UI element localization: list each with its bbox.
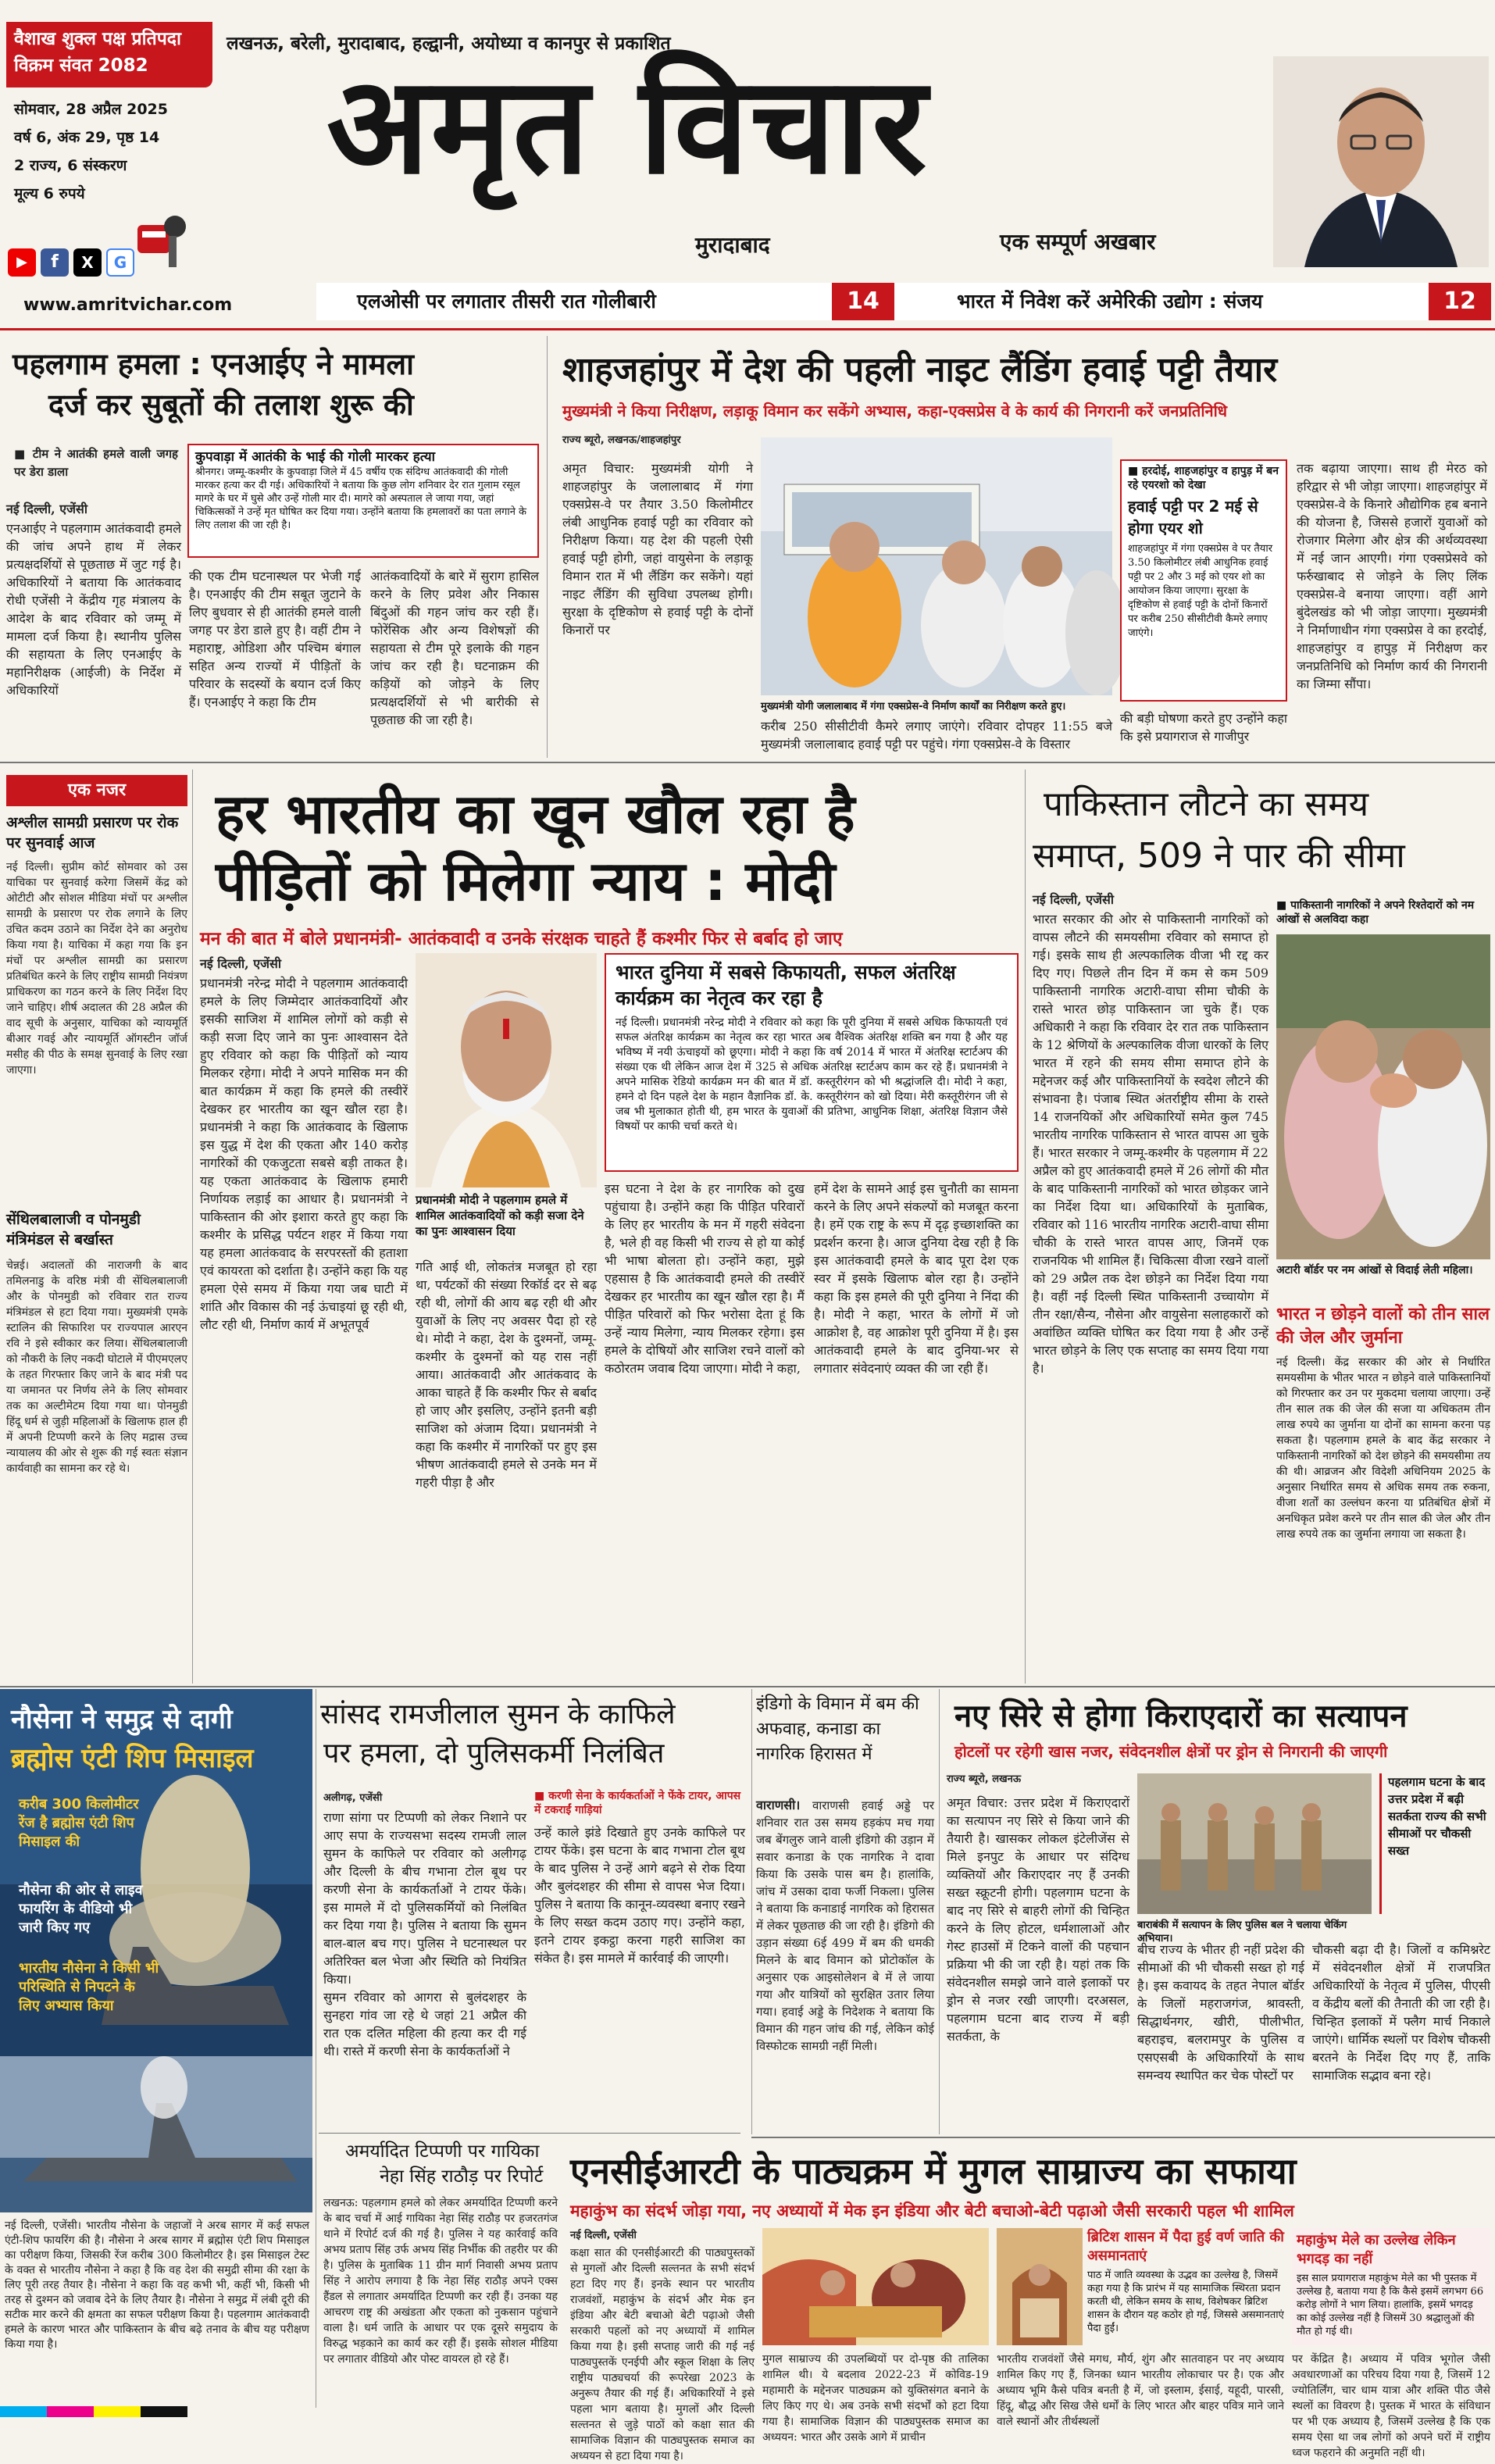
- modi-dateline: नई दिल्ली, एजेंसी: [200, 956, 281, 971]
- tenants-subhead: होटलों पर रहेगी खास नजर, संवेदनशील क्षेत्रों पर ड्रोन से निगरानी की जाएगी: [954, 1742, 1388, 1761]
- airstrip-dateline: राज्य ब्यूरो, लखनऊ/शाहजहांपुर: [562, 434, 681, 446]
- airstrip-side-box: [1120, 459, 1287, 702]
- modi-headline-1: हर भारतीय का खून खौल रहा है: [216, 782, 855, 846]
- airstrip-col-1: अमृत विचार: मुख्यमंत्री योगी ने शाहजहांपुर के जलालाबाद में गंगा एक्सप्रेस-वे पर तैयार 3.50 किलोमीटर लंबी आधुनिक हवाई पट्टी का रविवार को निरीक्षण किया। यह देश की पहली ऐसी हवाई पट्टी होगी, जहां वायुसेना के लड़ाकू विमान रात में भी लैंडिंग कर सकेंगे। यहां नाइट लैंडिंग की सुविधा उपलब्ध होगी। सुरक्षा के दृष्टिकोण से हवाई पट्टी के दोनों किनारों पर: [562, 461, 753, 637]
- indigo-headline: इंडिगो के विमान में बम की अफवाह, कनाडा का नागरिक हिरासत में: [756, 1694, 919, 1764]
- sep-nia-airstrip: [547, 336, 548, 758]
- modi-space-box: [605, 953, 1019, 1172]
- pak-jail-box-body: नई दिल्ली। केंद्र सरकार की ओर से निर्धारित समयसीमा के भीतर भारत न छोड़ने वाले पाकिस्तानियों को गिरफ्तार कर उन पर मुकदमा चलाया जाएगा। उन्हें तीन साल तक की जेल की सजा या अधिकतम तीन लाख रुपये का जुर्माना या दोनों का सामना करना पड़ सकता है। पहलगाम हमले के बाद केंद्र सरकार ने पाकिस्तानी नागरिकों को देश छोड़ने की समयसीमा तय की थी। आव्रजन और विदेशी अधिनियम 2025 के अनुसार निर्धारित समय से अधिक समय तक रुकना, वीजा शर्तों का उल्लंघन करना या प्रतिबंधित क्षेत्रों में अनधिकृत प्रवेश करने पर तीन साल की जेल और तीन लाख रुपये तक का जुर्माना लगाया जा सकता है।: [1276, 1356, 1490, 1541]
- tenants-side-box-text: पहलगाम घटना के बाद उत्तर प्रदेश में बढ़ी सतर्कता राज्य की सभी सीमाओं पर चौकसी सख्त: [1388, 1775, 1486, 1858]
- registration-cyan: [0, 2406, 47, 2417]
- teaser-strip: [316, 283, 1491, 320]
- edition-states: 2 राज्य, 6 संस्करण: [14, 157, 127, 174]
- nia-box: [187, 444, 539, 558]
- navy-point-2: नौसेना की ओर से लाइव फायरिंग के वीडियो भी जारी किए गए: [19, 1882, 143, 1936]
- ncert-col-3: भारतीय राजवंशों जैसे मगध, मौर्य, शुंग और सातवाहन पर नए अध्याय शामिल किए गए हैं, जिनका ध्यान भारतीय लोकाचार पर है। एक और अध्याय भूमि कैसे पवित्र बनती है में, जो इस्लाम, ईसाई, यहूदी, पारसी, हिंदू, बौद्ध और सिख जैसे धर्मों के लिए भारत और बाहर पवित्र माने जाने वाले स्थानों और तीर्थस्थलों: [997, 2353, 1284, 2428]
- nia-box-body: श्रीनगर। जम्मू-कश्मीर के कुपवाड़ा जिले में 45 वर्षीय एक संदिग्ध आतंकवादी की गोली मारकर हत्या कर दी गई। अधिकारियों ने बताया कि कुछ लोग शनिवार देर रात गुलाम रसूल मागरे के घर में घुसे और उन्हें गोली मार दी। मागरे को अस्पताल ले जाया गया, जहां चिकित्सकों ने उन्हें मृत घोषित कर दिया गया। उन्होंने बताया कि हमलावरों का पता लगाने के लिए तलाश की जा रही है।: [195, 466, 527, 531]
- sep-modi-pak: [1025, 770, 1026, 1684]
- ncert-col-2: मुगल साम्राज्य की उपलब्धियों पर दो-पृष्ठ की तालिका शामिल थी। ये बदलाव 2022-23 में कोविड-19 महामारी के मद्देनजर पाठ्यक्रम को युक्तिसंगत बनाने के लिए किए गए थे। अब उनके सभी संदर्भों को हटा दिया गया है। सामाजिक विज्ञान की पाठ्यपुस्तक समाज का अध्ययन: भारत और उसके आगे में प्राचीन: [762, 2353, 989, 2444]
- indigo-body-col: [756, 1797, 934, 2125]
- teaser-2-page: 12: [1443, 287, 1476, 315]
- airstrip-side-head: हवाई पट्टी पर 2 मई से होगा एयर शो: [1128, 497, 1258, 537]
- modi-col-4: हमें देश के सामने आई इस चुनौती का सामना करने के लिए अपने संकल्पों को मजबूत करना है। हमें एक राष्ट्र के रूप में दृढ़ इच्छाशक्ति का प्रदर्शन करना है। आज दुनिया देख रही है कि इस आतंकवादी हमले के बाद पूरा देश एक स्वर में इसके खिलाफ बोल रहा है। उन्होंने कहा कि इस हमले की पूरी दुनिया ने निंदा की है। मोदी ने कहा, भारत के लोगों में जो आक्रोश है, वह आक्रोश पूरी दुनिया में है। इस आतंकवादी हमले के बाद दुनिया-भर से लगातार संवेदनाएं व्यक्त की जा रही हैं।: [814, 1181, 1019, 1376]
- nia-kicker: ■ टीम ने आतंकी हमले वाली जगह पर डेरा डाला: [14, 447, 178, 479]
- teaser-1-page: 14: [847, 287, 880, 315]
- modi-space-box-title: भारत दुनिया में सबसे किफायती, सफल अंतरिक्ष कार्यक्रम का नेतृत्व कर रहा है: [615, 961, 956, 1009]
- facebook-icon[interactable]: f: [41, 248, 69, 277]
- teaser-1-text: एलओसी पर लगातार तीसरी रात गोलीबारी: [357, 290, 656, 312]
- singer-headline-1: अमर्यादित टिप्पणी पर गायिका: [345, 2141, 540, 2162]
- ek-nazar-item2-body: चेन्नई। अदालतों की नाराजगी के बाद तमिलनाडु के वरिष्ठ मंत्री वी सेंथिलबालाजी और के पोनमुडी को रविवार रात राज्य मंत्रिमंडल से हटा दिया गया। मुख्यमंत्री एमके स्टालिन की सिफारिश पर राज्यपाल आरएन रवि ने इसे स्वीकार कर लिया। सेंथिलबालाजी को नौकरी के लिए नकदी घोटाले में पीएमएलए के तहत गिरफ्तार किए जाने के बाद मंत्री पद या जमानत पर निर्णय लेने के लिए सोमवार तक का अल्टीमेटम दिया गया था। पोनमुडी हिंदू धर्म से जुड़ी महिलाओं के खिलाफ हाल ही में अपनी टिप्पणी करने के लिए मद्रास उच्च न्यायालय की ओर से शुरू की गई स्वतः संज्ञान कार्यवाही का सामना कर रहे थे।: [6, 1259, 187, 1475]
- modi-photo-caption: प्रधानमंत्री मोदी ने पहलगाम हमले में शामिल आतंकवादियों को कड़ी सजा देने का पुनः आश्वासन दिया: [416, 1193, 584, 1238]
- edition-volume: वर्ष 6, अंक 29, पृष्ठ 14: [14, 129, 160, 146]
- navy-headline-2: ब्रह्मोस एंटी शिप मिसाइल: [11, 1743, 254, 1774]
- x-icon[interactable]: X: [73, 248, 102, 277]
- registration-yellow: [94, 2406, 141, 2417]
- nia-col-2: की एक टीम घटनास्थल पर भेजी गई है। एनआईए की टीम सबूत जुटाने के लिए बुधवार से ही आतंकी हमले वाली जगह पर डेरा डाले हुए है। वहीं टीम ने महाराष्ट्र, ओडिशा और पश्चिम बंगाल सहित अन्य राज्यों में पीड़ितों के परिवार के सदस्यों के बयान दर्ज किए हैं। एनआईए ने कहा कि टीम: [189, 569, 361, 709]
- sep-row1: [0, 762, 1495, 763]
- sep-row3: [751, 2137, 1495, 2138]
- airstrip-col-4: तक बढ़ाया जाएगा। साथ ही मेरठ को हरिद्वार से भी जोड़ा जाएगा। शाहजहांपुर में एक्सप्रेस-वे के किनारे औद्योगिक हब बनाने की योजना है, जिससे हजारों युवाओं को रोजगार मिलेगा और क्षेत्र की अर्थव्यवस्था में नई जान आएगी। गंगा एक्सप्रेसवे को फर्रुखाबाद से जोड़ने के लिए लिंक एक्सप्रेस-वे बनाया जाएगा। वहीं आगे बुंदेलखंड को भी जोड़ा जाएगा। मुख्यमंत्री ने निर्माणाधीन गंगा एक्सप्रेस वे का हरदोई, शाहजहांपुर व हापुड़ में निरीक्षण कर जनप्रतिनिधि को निर्माण कार्य की निगरानी का जिम्मा सौंपा।: [1297, 461, 1487, 691]
- registration-magenta: [47, 2406, 94, 2417]
- teaser-2[interactable]: [894, 283, 1429, 320]
- ncert-box-1-body: पाठ में जाति व्यवस्था के उद्भव का उल्लेख है, जिसमें कहा गया है कि प्रारंभ में यह सामाजिक स्थिरता प्रदान करती थी, लेकिन समय के साथ, विशेषकर ब्रिटिश शासन के दौरान यह कठोर हो गई, जिससे असमानताएं पैदा हुईं।: [1087, 2269, 1284, 2334]
- tenants-col-3: चौकसी बढ़ा दी है। जिलों व कमिश्नरेट में संवेदनशील क्षेत्रों में राजपत्रित अधिकारियों के नेतृत्व में पुलिस, पीएसी व केंद्रीय बलों की तैनाती की जा रही है। चिन्हित इलाकों में फ्लैग मार्च निकाले जाएंगे। धार्मिक स्थलों पर विशेष चौकसी बरतने के निर्देश दिए गए हैं, ताकि सामाजिक सद्भाव बना रहे।: [1312, 1942, 1490, 2083]
- navy-headline-1: नौसेना ने समुद्र से दागी: [11, 1704, 233, 1735]
- pak-body-1: भारत सरकार की ओर से पाकिस्तानी नागरिकों को वापस लौटने की समयसीमा रविवार को समाप्त हो गई। इसके साथ ही अल्पकालिक वीजा भी रद्द कर दिए गए। पिछले तीन दिन में कम से कम 509 पाकिस्तानी नागरिक अटारी-वाघा सीमा चौकी के रास्ते भारत छोड़ पाकिस्तान जा चुके हैं। एक अधिकारी ने कहा कि रविवार देर रात तक पाकिस्तान के 12 श्रेणियों के अल्पकालिक वीजा धारकों के लिए भारत में रहने की समय सीमा समाप्त होने के मद्देनजर कई और पाकिस्तानियों के स्वदेश लौटने की संभावना है। पंजाब स्थित अंतर्राष्ट्रीय सीमा के रास्ते 14 राजनयिकों और अधिकारियों समेत कुल 745 भारतीय नागरिक पाकिस्तान से भारत वापस आ चुके हैं। भारत सरकार ने जम्मू-कश्मीर के पहलगाम में 22 अप्रैल को हुए आतंकवादी हमले में 26 लोगों की मौत के बाद पाकिस्तानी नागरिकों को भारत छोड़कर जाने का निर्देश दिया था। अधिकारियों के मुताबिक, रविवार को 116 भारतीय नागरिक अटारी-वाघा सीमा चौकी के रास्ते भारत वापस आए, जिनमें एक राजनयिक भी शामिल हैं। चिकित्सा वीजा रखने वालों को 29 अप्रैल तक देश छोड़ने का निर्देश दिया गया है। वहीं नई दिल्ली स्थित पाकिस्तानी उच्चायोग में तीन रक्षा/सैन्य, नौसेना और वायुसेना सलाहकारों को अवांछित व्यक्ति घोषित कर दिया गया है और उन्हें भारत छोड़ने के लिए एक सप्ताह का समय दिया गया है।: [1033, 912, 1268, 1376]
- modi-col-2: गति आई थी, लोकतंत्र मजबूत हो रहा था, पर्यटकों की संख्या रिकॉर्ड दर से बढ़ रही थी, लोगों की आय बढ़ रही थी और युवाओं के लिए नए अवसर पैदा हो रहे थे। मोदी ने कहा, देश के दुश्मनों, जम्मू-कश्मीर के दुश्मनों को यह रास नहीं आया। आतंकवादी और आतंकवाद के आका चाहते हैं कि कश्मीर फिर से बर्बाद हो जाए और इसलिए, उन्होंने इतनी बड़ी साजिश को अंजाम दिया। प्रधानमंत्री ने कहा कि कश्मीर में नागरिकों पर हुए इस भीषण आतंकवादी हमले से उनके मन में गहरी पीड़ा है और: [416, 1259, 597, 1490]
- tenants-col-1: अमृत विचार: उत्तर प्रदेश में किराएदारों का सत्यापन नए सिरे से किया जाने की तैयारी है। खासकर लोकल इंटेलीजेंस से मिले इनपुट के आधार पर संदिग्ध व्यक्तियों और किराएदार नए हैं उनकी सख्त स्क्रूटनी होगी। पहलगाम घटना के बाद नए सिरे से बाहरी लोगों की चिन्हित करने के लिए होटल, धर्मशालाओं और गेस्ट हाउसों में टिकने वालों की पहचान प्रक्रिया भी की जा रही है। यहां तक कि संवेदनशील समझे जाने वाले इलाकों पर ड्रोन से नजर रखी जाएगी। दरअसल, पहलगाम घटना बाद राज्य में बड़ी सतर्कता, के: [947, 1795, 1129, 2044]
- suman-body-2: सुमन रविवार को आगरा से बुलंदशहर के सुनहरा गांव जा रहे थे जहां 21 अप्रैल की रात एक दलित महिला की हत्या कर दी गई थी। रास्ते में करणी सेना के कार्यकर्ताओं ने: [323, 1990, 526, 2059]
- sep-suman-indigo: [751, 1689, 752, 2134]
- tagline: एक सम्पूर्ण अखबार: [1000, 229, 1156, 255]
- nia-body: एनआईए ने पहलगाम आतंकवादी हमले की जांच अपने हाथ में लेकर प्रत्यक्षदर्शियों से पूछताछ में जुट गई है। अधिकारियों ने बताया कि आतंकवाद रोधी एजेंसी ने केंद्रीय गृह मंत्रालय के आदेश के बाद रविवार को जम्मू में मामला दर्ज किया है। स्थानीय पुलिस की सहायता के लिए एनआईए के महानिरीक्षक (आईजी) के निर्देश में अधिकारियों: [6, 521, 181, 698]
- airstrip-photo: [761, 437, 1112, 695]
- website-url[interactable]: www.amritvichar.com: [23, 295, 233, 315]
- pak-headline-2: समाप्त, 509 ने पार की सीमा: [1033, 836, 1405, 876]
- ek-nazar-item1-body: नई दिल्ली। सुप्रीम कोर्ट सोमवार को उस याचिका पर सुनवाई करेगा जिसमें केंद्र को ओटीटी और सोशल मीडिया मंचों पर अश्लील सामग्री के प्रसारण पर रोक लगाने के लिए उचित कदम उठाने का निर्देश देने का अनुरोध किया गया है। याचिका में कहा गया कि इन मंचों पर अश्लील सामग्री का प्रसारण प्रतिबंधित करने के लिए राष्ट्रीय सामग्री नियंत्रण प्राधिकरण का गठन करने के लिए निर्देश दिए जाने चाहिए। शीर्ष अदालत की 28 अप्रैल की वाद सूची के अनुसार, याचिका को न्यायमूर्ति बीआर गवई और न्यायमूर्ति ऑगस्टीन जॉर्ज मसीह की पीठ के समक्ष सुनवाई के लिए रखा जाएगा।: [6, 861, 187, 1077]
- pak-photo-caption: अटारी बॉर्डर पर नम आंखों से विदाई लेती महिला।: [1276, 1264, 1473, 1277]
- ncert-subhead: महाकुंभ का संदर्भ जोड़ा गया, नए अध्यायों में मेक इन इंडिया और बेटी बचाओ-बेटी पढ़ाओ जैसी सरकारी पहल भी शामिल: [570, 2202, 1294, 2220]
- ncert-box-2: [1292, 2228, 1490, 2345]
- navy-point-3: भारतीय नौसेना ने किसी भी परिस्थिति से निपटने के लिए अभ्यास किया: [19, 1960, 159, 2014]
- nia-dateline: नई दिल्ली, एजेंसी: [6, 502, 87, 516]
- nia-col-1: [6, 500, 181, 750]
- masthead: [0, 0, 1495, 327]
- airstrip-col-3: की बड़ी घोषणा करते हुए उन्होंने कहा कि इसे प्रयागराज से गाजीपुर: [1120, 711, 1287, 744]
- tenants-col-2: बीच राज्य के भीतर ही नहीं प्रदेश की सीमाओं की भी चौकसी सख्त हो गई है। इस कवायद के तहत नेपाल बॉर्डर के जिलों महराजगंज, श्रावस्ती, सिद्धार्थनगर, खीरी, पीलीभीत, बहराइच, बलरामपुर के पुलिस व एसएसबी के अधिकारियों के साथ समन्वय स्थापित कर चेक पोस्टों पर: [1137, 1942, 1304, 2083]
- ncert-box-2-title: महाकुंभ मेले का उल्लेख लेकिन भगदड़ का नहीं: [1297, 2232, 1456, 2267]
- tenants-dateline: राज्य ब्यूरो, लखनऊ: [947, 1773, 1022, 1785]
- modi-photo: [416, 953, 597, 1187]
- suman-body-1: राणा सांगा पर टिप्पणी को लेकर निशाने पर आए सपा के राज्यसभा सदस्य रामजी लाल सुमन के काफिले पर रविवार को अलीगढ़ और दिल्ली के बीच गभाना टोल बूथ पर करणी सेना के कार्यकर्ताओं ने टायर फेंके। इस मामले में दो पुलिसकर्मियों को निलंबित कर दिया गया है। पुलिस ने बताया कि सुमन बाल-बाल बच गए। पुलिस ने घटनास्थल पर अतिरिक्त बल भेजा और स्थिति को नियंत्रित किया।: [323, 1810, 526, 1987]
- indigo-dateline: वाराणसी।: [756, 1798, 801, 1812]
- airstrip-subhead: मुख्यमंत्री ने किया निरीक्षण, लड़ाकू विमान कर सकेंगे अभ्यास, कहा-एक्सप्रेस वे के कार्य की निगरानी करें जनप्रतिनिधि: [562, 402, 1228, 420]
- portrait-photo: [1273, 56, 1489, 267]
- sep-suman-singer: [319, 2133, 740, 2134]
- ncert-painting: [997, 2228, 1083, 2345]
- teaser-1[interactable]: [316, 283, 832, 320]
- teaser-2-text: भारत में निवेश करें अमेरिकी उद्योग : संजय: [957, 290, 1263, 312]
- edition-city: मुरादाबाद: [695, 232, 770, 258]
- ncert-dateline: नई दिल्ली, एजेंसी: [570, 2230, 637, 2241]
- modi-col-1: [200, 955, 408, 1673]
- singer-body: लखनऊ: पहलगाम हमले को लेकर अमर्यादित टिप्पणी करने के बाद चर्चा में आई गायिका नेहा सिंह राठौड़ पर हजरतगंज थाने में रिपोर्ट दर्ज की गई है। पुलिस ने यह कार्रवाई कवि अभय प्रताप सिंह उर्फ अभय सिंह निर्भीक की तहरीर पर की है। पुलिस के मुताबिक 11 ग्रीन मार्ग निवासी अभय प्रताप सिंह ने आरोप लगाया है कि नेहा सिंह राठौड़ अपने एक्स हैंडल से लगातार अमर्यादित टिप्पणी कर रही हैं। उनका यह आचरण राष्ट्र की अखंडता और एकता को नुकसान पहुंचाने वाला है। धर्म जाति के आधार पर एक दूसरे समुदाय के विरुद्ध भड़काने का कार्य कर रही हैं। इसके सोशल मीडिया पर लगातार वीडियो और पोस्ट वायरल हो रहे हैं।: [323, 2197, 558, 2366]
- ncert-box-2-body: इस साल प्रयागराज महाकुंभ मेले का भी पुस्तक में उल्लेख है, बताया गया है कि कैसे इसमें लगभग 66 करोड़ लोगों ने भाग लिया। हालांकि, इसमें भगदड़ का कोई उल्लेख नहीं है जिसमें 30 श्रद्धालुओं की मौत हो गई थी।: [1297, 2273, 1484, 2337]
- airstrip-side-body: शाहजहांपुर में गंगा एक्सप्रेस वे पर तैयार 3.50 किलोमीटर लंबी आधुनिक हवाई पट्टी पर 2 और 3 मई को एयर शो का आयोजन किया जाएगा। सुरक्षा के दृष्टिकोण से हवाई पट्टी के दोनों किनारों पर करीब 250 सीसीटीवी कैमरे लगाए जाएंगे।: [1128, 543, 1273, 639]
- navy-point-1: करीब 300 किलोमीटर रेंज है ब्रह्मोस एंटी शिप मिसाइल की: [19, 1796, 139, 1850]
- airstrip-side-kicker: ■ हरदोई, शाहजहांपुर व हापुड़ में बन रहे एयरशो को देखा: [1128, 465, 1279, 491]
- navy-body: नई दिल्ली, एजेंसी। भारतीय नौसेना के जहाजों ने अरब सागर में कई सफल एंटी-शिप फायरिंग की है। नौसेना ने अरब सागर में ब्रह्मोस एंटी शिप मिसाइल का परीक्षण किया, जिसकी रेंज करीब 300 किलोमीटर है। इस मिसाइल टेस्ट के वक्त से भारतीय नौसेना ने कहा है कि वह देश की समुद्री सीमा की रक्षा के लिए पूरी तरह तैयार है। नौसेना ने कहा कि वह कभी भी, कहीं भी, किसी भी तरह से दुश्मन को जवाब देने के लिए तैयार है। नौसेना ने समुद्र में लंबी दूरी की सटीक मार करने की क्षमता का सफल परीक्षण किया है। पहलगाम आतंकवादी हमले के कारण भारत और पाकिस्तान के बीच बढ़े तनाव के बीच यह परीक्षण किया गया है।: [5, 2219, 309, 2351]
- newspaper-title: अमृत विचार: [326, 47, 929, 204]
- pak-jail-box-title: भारत न छोड़ने वालों को तीन साल की जेल और जुर्माना: [1276, 1305, 1490, 1348]
- airstrip-photo-caption: मुख्यमंत्री योगी जलालाबाद में गंगा एक्सप्रेस-वे निर्माण कार्यों का निरीक्षण करते हुए।: [761, 701, 1066, 712]
- ek-nazar-item2-title: सेंथिलबालाजी व पोनमुडी मंत्रिमंडल से बर्खास्त: [6, 1211, 141, 1248]
- modi-subhead: मन की बात में बोले प्रधानमंत्री- आतंकवादी व उनके संरक्षक चाहते हैं कश्मीर फिर से बर्बाद हो जाए: [200, 929, 843, 949]
- edition-price: मूल्य 6 रुपये: [14, 185, 85, 202]
- navy-panel: [0, 1689, 312, 2056]
- sep-row2: [0, 1686, 1495, 1687]
- tenants-headline: नए सिरे से होगा किराएदारों का सत्यापन: [954, 1698, 1408, 1734]
- google-icon[interactable]: G: [106, 248, 134, 277]
- suman-dateline: अलीगढ़, एजेंसी: [323, 1792, 383, 1804]
- pak-photo-kicker: ■ पाकिस्तानी नागरिकों ने अपने रिश्तेदारों को नम आंखों से अलविदा कहा: [1276, 899, 1475, 926]
- sep-eknazar-modi: [192, 770, 193, 1684]
- nia-col-3: आतंकवादियों के बारे में सुराग हासिल करने के लिए प्रवेश और निकास बिंदुओं की गहन जांच कर रही हैं। फोरेंसिक और अन्य विशेषज्ञों की सहायता से टीम पूरे इलाके की गहन जांच कर रही है। घटनाक्रम की कड़ियों को जोड़ने के लिए प्रत्यक्षदर्शियों से भी बारीकी से पूछताछ की जा रही है।: [370, 569, 539, 727]
- masthead-rule: [0, 328, 1495, 330]
- color-registration-strip: [0, 2406, 1495, 2417]
- social-icons: [8, 248, 134, 280]
- tenants-photo-caption: बाराबंकी में सत्यापन के लिए पुलिस बल ने चलाया चेकिंग अभियान।: [1137, 1919, 1347, 1944]
- calendar-line2: विक्रम संवत 2082: [14, 55, 148, 76]
- ncert-col-4: पर केंद्रित है। अध्याय में पवित्र भूगोल जैसी अवधारणाओं का परिचय दिया गया है, जिसमें 12 ज्योतिर्लिंग, चार धाम यात्रा और शक्ति पीठ जैसे स्थलों का विवरण है। पुस्तक में भारत के संविधान पर भी एक अध्याय है, जिसमें उल्लेख है कि एक समय ऐसा था जब लोगों को अपने घरों में राष्ट्रीय ध्वज फहराने की अनुमति नहीं थी।: [1292, 2353, 1490, 2459]
- suman-headline-1: सांसद रामजीलाल सुमन के काफिले: [320, 1698, 676, 1730]
- tenants-photo: [1137, 1773, 1372, 1914]
- ncert-box-1-title: ब्रिटिश शासन में पैदा हुई वर्ण जाति की असमानताएं: [1087, 2229, 1284, 2264]
- suman-col-1: [323, 1789, 526, 2125]
- nia-headline-1: पहलगाम हमला : एनआईए ने मामला: [12, 347, 414, 381]
- suman-col-2: उन्हें काले झंडे दिखाते हुए उनके काफिले पर टायर फेंके। इस घटना के बाद गभाना टोल बूथ के बाद पुलिस ने उन्हें आगे बढ़ने से रोक दिया और बुलंदशहर की सीमा से वापस भेज दिया। पुलिस ने बताया कि कानून-व्यवस्था बनाए रखने के लिए सख्त कदम उठाए गए। उन्होंने कहा, इतने टायर इकट्ठा करना गहरी साजिश का संकेत है। इस मामले में कार्रवाई की जाएगी।: [534, 1825, 745, 1966]
- registration-black: [141, 2406, 187, 2417]
- pak-col-1: [1033, 891, 1268, 1672]
- ncert-box-1: [1087, 2228, 1284, 2345]
- airstrip-headline: शाहजहांपुर में देश की पहली नाइट लैंडिंग हवाई पट्टी तैयार: [562, 350, 1278, 390]
- navy-ship-photo: [0, 2056, 312, 2212]
- ncert-col-1: [570, 2228, 755, 2462]
- modi-body-1: प्रधानमंत्री नरेन्द्र मोदी ने पहलगाम आतंकवादी हमले के लिए जिम्मेदार आतंकवादियों और इसकी साजिश में शामिल लोगों को कड़ी से कड़ी सजा दिए जाने का पुनः आश्वासन देते हुए रविवार को कहा कि पीड़ितों को न्याय मिलकर रहेगा। मोदी ने अपने मासिक मन की बात कार्यक्रम में कहा कि हमले की तस्वीरें देखकर हर भारतीय का खून खौल रहा है। प्रधानमंत्री ने कहा कि आतंकवाद के खिलाफ इस युद्ध में देश की एकता और 140 करोड़ नागरिकों की एकजुटता सबसे बड़ी ताकत है। यह एकता आतंकवाद के खिलाफ हमारी निर्णायक लड़ाई का आधार है। प्रधानमंत्री ने पाकिस्तान की ओर इशारा करते हुए कहा कि कश्मीर के प्रसिद्ध पर्यटन शहर में किया गया यह हमला आतंकवाद के सरपरस्तों की हताशा एवं कायरता को दर्शाता है। उन्होंने कहा कि यह हमला ऐसे समय में किया गया जब घाटी में शांति और विकास की नई ऊंचाइयां छू रही थी, लौट रही थी, निर्माण कार्य में अभूतपूर्व: [200, 976, 408, 1332]
- calendar-line1: वैशाख शुक्ल पक्ष प्रतिपदा: [14, 29, 181, 49]
- singer-headline-2: नेहा सिंह राठौड़ पर रिपोर्ट: [380, 2166, 544, 2187]
- sep-indigo-tenants: [939, 1689, 940, 2134]
- pak-photo: [1276, 934, 1490, 1259]
- edition-date: सोमवार, 28 अप्रैल 2025: [14, 101, 168, 118]
- pak-dateline: नई दिल्ली, एजेंसी: [1033, 892, 1114, 907]
- ncert-headline: एनसीईआरटी के पाठ्यक्रम में मुगल साम्राज्य का सफाया: [570, 2150, 1297, 2192]
- youtube-icon[interactable]: ▶: [8, 248, 36, 277]
- modi-space-box-body: नई दिल्ली। प्रधानमंत्री नरेन्द्र मोदी ने रविवार को कहा कि पूरी दुनिया में सबसे अधिक किफायती एवं सफल अंतरिक्ष कार्यक्रम का नेतृत्व कर रहा भारत अब वैश्विक अंतरिक्ष शक्ति बन गया है और यह भविष्य में नयी ऊंचाइयों को छूएगा। मोदी ने कहा कि वर्ष 2014 में भारत में अंतरिक्ष स्टार्टअप की संख्या एक थी लेकिन आज देश में 325 से अधिक अंतरिक्ष स्टार्टअप काम कर रहे हैं। प्रधानमंत्री ने अपने मासिक रेडियो कार्यक्रम मन की बात में डॉ. कस्तूरीरंगन को भी श्रद्धांजलि दी। मोदी ने कहा, हमने दो दिन पहले देश के महान वैज्ञानिक डॉ. के. कस्तूरीरंगन को खो दिया। मेरी कस्तूरीरंगन जी से जब भी मुलाकात होती थी, हम भारत के युवाओं की प्रतिभा, आधुनिक शिक्षा, अंतरिक्ष विज्ञान जैसे विषयों पर काफी चर्चा करते थे।: [615, 1016, 1008, 1133]
- ek-nazar-label: एक नजर: [6, 775, 187, 806]
- nia-box-title: कुपवाड़ा में आतंकी के भाई की गोली मारकर हत्या: [195, 449, 435, 465]
- pak-headline-1: पाकिस्तान लौटने का समय: [1044, 784, 1369, 824]
- indigo-body: वाराणसी हवाई अड्डे पर शनिवार रात उस समय हड़कंप मच गया जब बेंगलुरु जाने वाली इंडिगो की उड़ान में सवार कनाडा के एक नागरिक ने दावा किया कि उसके पास बम है। हालांकि, जांच में उसका दावा फर्जी निकला। पुलिस ने बताया कि कनाडाई नागरिक को हिरासत में लेकर पूछताछ की जा रही है। इंडिगो की उड़ान संख्या 6ई 499 में बम की धमकी मिलने के बाद विमान को प्रोटोकॉल के अनुसार एक आइसोलेशन बे में ले जाया गया और यात्रियों को सुरक्षित उतार लिया गया। हवाई अड्डे के निदेशक ने बताया कि विमान की गहन जांच की गई, लेकिन कोई विस्फोटक सामग्री नहीं मिली।: [756, 1798, 934, 2053]
- calendar-box: [6, 22, 212, 87]
- ek-nazar-item1-title: अश्लील सामग्री प्रसारण पर रोक पर सुनवाई आज: [6, 814, 179, 852]
- modi-headline-2: पीड़ितों को मिलेगा न्याय : मोदी: [216, 849, 836, 913]
- pak-jail-box: [1276, 1300, 1490, 1672]
- suman-box-title: ■ करणी सेना के कार्यकर्ताओं ने फेंके टायर, आपस में टकराईं गाड़ियां: [534, 1790, 741, 1816]
- ncert-body-1: कक्षा सात की एनसीईआरटी की पाठ्यपुस्तकों से मुगलों और दिल्ली सल्तनत के सभी संदर्भ हटा दिए गए हैं। इनके स्थान पर भारतीय राजवंशों, महाकुंभ के संदर्भ और मेक इन इंडिया और बेटी बचाओ बेटी पढ़ाओ जैसी सरकारी पहलों को नए अध्यायों में शामिल किया गया है। इसी सप्ताह जारी की गई नई पाठ्यपुस्तकें एनईपी और स्कूल शिक्षा के लिए राष्ट्रीय पाठ्यचर्या की रूपरेखा 2023 के अनुरूप तैयार की गई हैं। अधिकारियों ने इसे पहला भाग बताया है। मुगलों और दिल्ली सल्तनत से जुड़े पाठों को कक्षा सात की सामाजिक विज्ञान की पाठ्यपुस्तक समाज का अध्ययन से हटा दिया गया है।: [570, 2247, 755, 2462]
- suman-headline-2: पर हमला, दो पुलिसकर्मी निलंबित: [323, 1737, 665, 1769]
- airstrip-col-2: करीब 250 सीसीटीवी कैमरे लगाए जाएंगे। रविवार दोपहर 11:55 बजे मुख्यमंत्री जलालाबाद हवाई पट्टी पर पहुंचे। गंगा एक्सप्रेस-वे के विस्तार: [761, 719, 1112, 752]
- nia-headline-2: दर्ज कर सुबूतों की तलाश शुरू की: [48, 387, 414, 422]
- editions-line: लखनऊ, बरेली, मुरादाबाद, हल्द्वानी, अयोध्या व कानपुर से प्रकाशित: [227, 34, 671, 54]
- tenants-side-box: [1379, 1773, 1490, 1914]
- ncert-illustration: [762, 2228, 989, 2345]
- modi-col-3: इस घटना ने देश के हर नागरिक को दुख पहुंचाया है। उन्होंने कहा कि पीड़ित परिवारों के लिए हर भारतीय के मन में गहरी संवेदना है, भले ही वह किसी भी राज्य से हो या कोई भी भाषा बोलता हो। उन्होंने कहा, मुझे एहसास है कि आतंकवादी हमले की तस्वीरें देखकर हर भारतीय का खून खौल रहा है। मैं पीड़ित परिवारों को फिर भरोसा देता हूं कि उन्हें न्याय मिलेगा, न्याय मिलकर रहेगा। इस हमले के दोषियों और साजिश रचने वालों को कठोरतम जवाब दिया जाएगा। मोदी ने कहा,: [605, 1181, 805, 1376]
